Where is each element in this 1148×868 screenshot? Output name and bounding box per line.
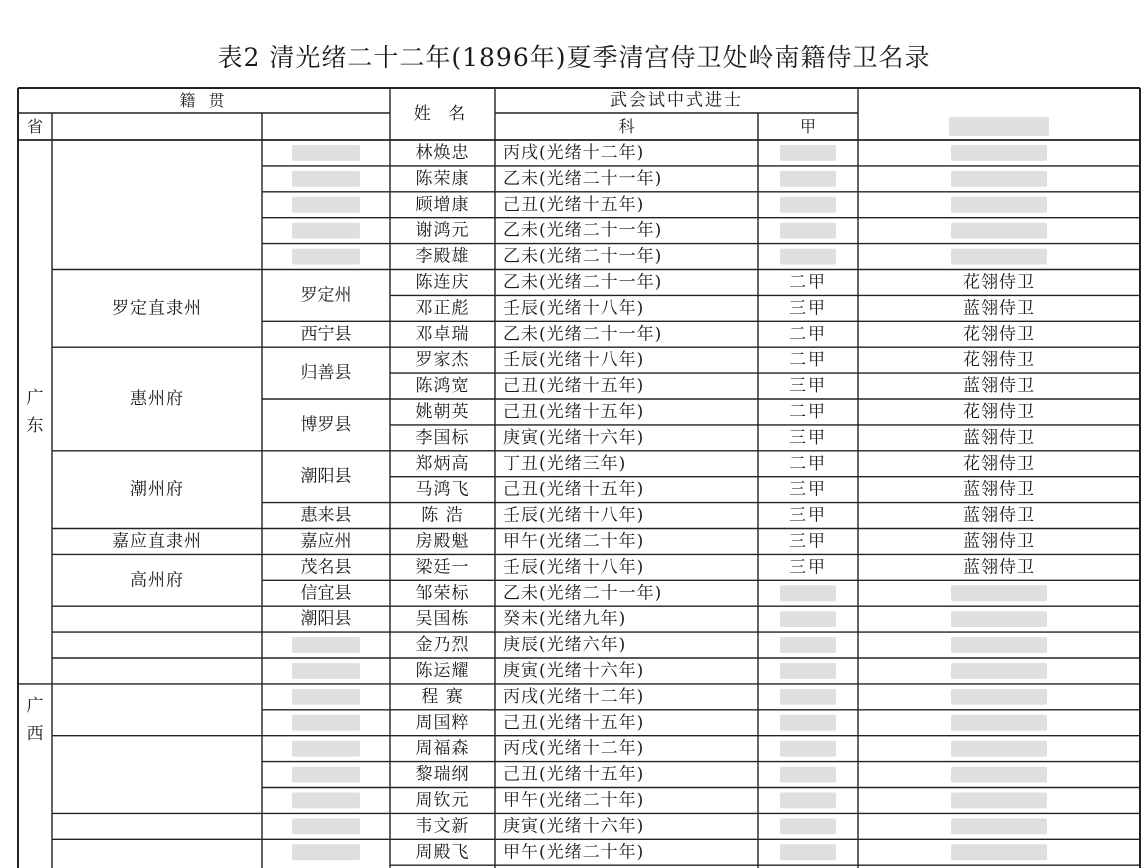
exam-rank: 三甲 — [789, 557, 827, 578]
province-guangxi: 西 — [26, 723, 44, 744]
exam-rank: 三甲 — [789, 376, 827, 397]
exam-rank: 二甲 — [789, 453, 827, 474]
obscured-county — [292, 171, 360, 187]
obscured-title — [951, 793, 1047, 809]
exam-session: 己丑(光绪十五年) — [503, 479, 645, 500]
obscured-county — [292, 844, 360, 860]
obscured-rank — [780, 715, 836, 731]
guard-title: 蓝翎侍卫 — [963, 557, 1035, 578]
exam-session: 乙未(光绪二十一年) — [503, 220, 663, 241]
exam-session: 癸未(光绪九年) — [503, 609, 627, 630]
exam-rank: 二甲 — [789, 350, 827, 371]
person-name: 韦文新 — [415, 816, 470, 837]
obscured-rank — [780, 767, 836, 783]
province-guangdong: 广 — [26, 387, 44, 408]
obscured-title — [951, 818, 1047, 834]
obscured-county — [292, 767, 360, 783]
exam-rank: 三甲 — [789, 298, 827, 319]
exam-session: 丙戌(光绪十二年) — [503, 738, 645, 759]
person-name: 马鸿飞 — [415, 479, 470, 500]
header-native-place: 籍 贯 — [179, 91, 229, 110]
obscured-rank — [780, 171, 836, 187]
guard-title: 花翎侍卫 — [963, 272, 1035, 293]
obscured-rank — [780, 611, 836, 627]
exam-session: 壬辰(光绪十八年) — [503, 505, 645, 526]
exam-session: 丙戌(光绪十二年) — [503, 142, 645, 163]
county-label: 信宜县 — [300, 583, 352, 604]
obscured-county — [292, 818, 360, 834]
obscured-county — [292, 197, 360, 213]
obscured-title — [951, 171, 1047, 187]
header-name: 姓 名 — [413, 104, 472, 124]
obscured-rank — [780, 793, 836, 809]
person-name: 郑炳高 — [415, 453, 470, 474]
guard-title: 花翎侍卫 — [963, 401, 1035, 422]
obscured-county — [292, 689, 360, 705]
exam-session: 己丑(光绪十五年) — [503, 401, 645, 422]
header-province: 省 — [26, 117, 44, 136]
obscured-rank — [780, 741, 836, 757]
person-name: 陈荣康 — [415, 168, 470, 189]
guard-title: 蓝翎侍卫 — [963, 298, 1035, 319]
obscured-county — [292, 145, 360, 161]
exam-session: 己丑(光绪十五年) — [503, 764, 645, 785]
person-name: 陈连庆 — [415, 272, 470, 293]
guard-title: 蓝翎侍卫 — [963, 505, 1035, 526]
county-label: 归善县 — [300, 363, 352, 384]
obscured-county — [292, 249, 360, 265]
county-label: 茂名县 — [300, 557, 352, 578]
obscured-title — [951, 249, 1047, 265]
guard-title: 花翎侍卫 — [963, 453, 1035, 474]
exam-session: 庚寅(光绪十六年) — [503, 660, 645, 681]
guard-title: 蓝翎侍卫 — [963, 479, 1035, 500]
person-name: 李国标 — [415, 427, 470, 448]
prefecture-label: 惠州府 — [130, 389, 184, 409]
person-name: 周殿飞 — [415, 842, 470, 863]
exam-session: 庚寅(光绪十六年) — [503, 816, 645, 837]
exam-session: 壬辰(光绪十八年) — [503, 298, 645, 319]
person-name: 金乃烈 — [415, 635, 470, 656]
person-name: 梁廷一 — [415, 557, 470, 578]
county-label: 潮阳县 — [300, 609, 352, 630]
exam-session: 甲午(光绪二十年) — [503, 531, 645, 552]
guard-title: 蓝翎侍卫 — [963, 376, 1035, 397]
guard-title: 花翎侍卫 — [963, 324, 1035, 345]
exam-rank: 二甲 — [789, 401, 827, 422]
person-name: 周钦元 — [415, 790, 470, 811]
header-ke: 科 — [618, 117, 635, 136]
obscured-header — [949, 117, 1049, 136]
exam-session: 庚辰(光绪六年) — [503, 635, 627, 656]
table-title: 表2 清光绪二十二年(1896年)夏季清宫侍卫处岭南籍侍卫名录 — [217, 43, 931, 72]
obscured-county — [292, 715, 360, 731]
exam-rank: 二甲 — [789, 324, 827, 345]
county-label: 潮阳县 — [300, 466, 352, 487]
exam-session: 己丑(光绪十五年) — [503, 712, 645, 733]
obscured-rank — [780, 223, 836, 239]
obscured-title — [951, 197, 1047, 213]
obscured-title — [951, 689, 1047, 705]
person-name: 陈 浩 — [421, 505, 464, 526]
exam-session: 乙未(光绪二十一年) — [503, 324, 663, 345]
obscured-county — [292, 741, 360, 757]
obscured-county — [292, 663, 360, 679]
person-name: 陈运耀 — [415, 660, 470, 681]
person-name: 周国粹 — [415, 712, 470, 733]
exam-session: 己丑(光绪十五年) — [503, 376, 645, 397]
province-guangdong: 东 — [26, 415, 44, 436]
obscured-county — [292, 637, 360, 653]
exam-session: 丙戌(光绪十二年) — [503, 686, 645, 707]
person-name: 房殿魁 — [415, 531, 470, 552]
exam-session: 甲午(光绪二十年) — [503, 842, 645, 863]
exam-session: 丁丑(光绪三年) — [503, 453, 627, 474]
obscured-rank — [780, 689, 836, 705]
person-name: 罗家杰 — [415, 350, 470, 371]
person-name: 邹荣标 — [415, 583, 470, 604]
header-exam: 武会试中式进士 — [610, 90, 743, 111]
prefecture-label: 潮州府 — [130, 479, 184, 500]
obscured-title — [951, 145, 1047, 161]
exam-session: 乙未(光绪二十一年) — [503, 246, 663, 267]
obscured-rank — [780, 197, 836, 213]
person-name: 周福森 — [415, 738, 470, 759]
exam-session: 壬辰(光绪十八年) — [503, 350, 645, 371]
obscured-title — [951, 844, 1047, 860]
obscured-title — [951, 715, 1047, 731]
obscured-rank — [780, 249, 836, 265]
exam-session: 甲午(光绪二十年) — [503, 790, 645, 811]
exam-rank: 三甲 — [789, 531, 827, 552]
exam-rank: 二甲 — [789, 272, 827, 293]
person-name: 陈鸿宽 — [415, 376, 470, 397]
exam-session: 乙未(光绪二十一年) — [503, 272, 663, 293]
exam-rank: 三甲 — [789, 427, 827, 448]
obscured-title — [951, 767, 1047, 783]
obscured-rank — [780, 818, 836, 834]
county-label: 嘉应州 — [300, 531, 352, 552]
county-label: 罗定州 — [300, 285, 352, 306]
county-label: 西宁县 — [300, 324, 352, 345]
exam-session: 己丑(光绪十五年) — [503, 194, 645, 215]
exam-session: 乙未(光绪二十一年) — [503, 168, 663, 189]
county-label: 惠来县 — [300, 505, 352, 526]
obscured-title — [951, 637, 1047, 653]
obscured-rank — [780, 145, 836, 161]
person-name: 林焕忠 — [415, 142, 470, 163]
person-name: 邓卓瑞 — [415, 324, 470, 345]
obscured-title — [951, 611, 1047, 627]
province-guangxi: 广 — [26, 695, 44, 716]
person-name: 姚朝英 — [415, 401, 470, 422]
county-label: 博罗县 — [300, 414, 352, 435]
header-jia: 甲 — [799, 117, 817, 136]
exam-session: 庚寅(光绪十六年) — [503, 427, 645, 448]
obscured-title — [951, 741, 1047, 757]
prefecture-label: 嘉应直隶州 — [112, 531, 202, 552]
guard-title: 花翎侍卫 — [963, 350, 1035, 371]
obscured-county — [292, 793, 360, 809]
obscured-title — [951, 223, 1047, 239]
exam-session: 壬辰(光绪十八年) — [503, 557, 645, 578]
person-name: 李殿雄 — [415, 246, 470, 267]
obscured-county — [292, 223, 360, 239]
obscured-title — [951, 585, 1047, 601]
prefecture-label: 罗定直隶州 — [112, 298, 202, 319]
person-name: 程 赛 — [421, 686, 464, 707]
exam-rank: 三甲 — [789, 505, 827, 526]
obscured-rank — [780, 637, 836, 653]
exam-rank: 三甲 — [789, 479, 827, 500]
obscured-rank — [780, 663, 836, 679]
person-name: 谢鸿元 — [415, 220, 470, 241]
guard-title: 蓝翎侍卫 — [963, 531, 1035, 552]
person-name: 邓正彪 — [415, 298, 470, 319]
obscured-title — [951, 663, 1047, 679]
exam-session: 乙未(光绪二十一年) — [503, 583, 663, 604]
person-name: 黎瑞纲 — [415, 764, 470, 785]
person-name: 顾增康 — [415, 194, 470, 215]
obscured-rank — [780, 585, 836, 601]
prefecture-label: 高州府 — [130, 570, 184, 591]
guard-title: 蓝翎侍卫 — [963, 427, 1035, 448]
person-name: 吴国栋 — [415, 609, 470, 630]
obscured-rank — [780, 844, 836, 860]
